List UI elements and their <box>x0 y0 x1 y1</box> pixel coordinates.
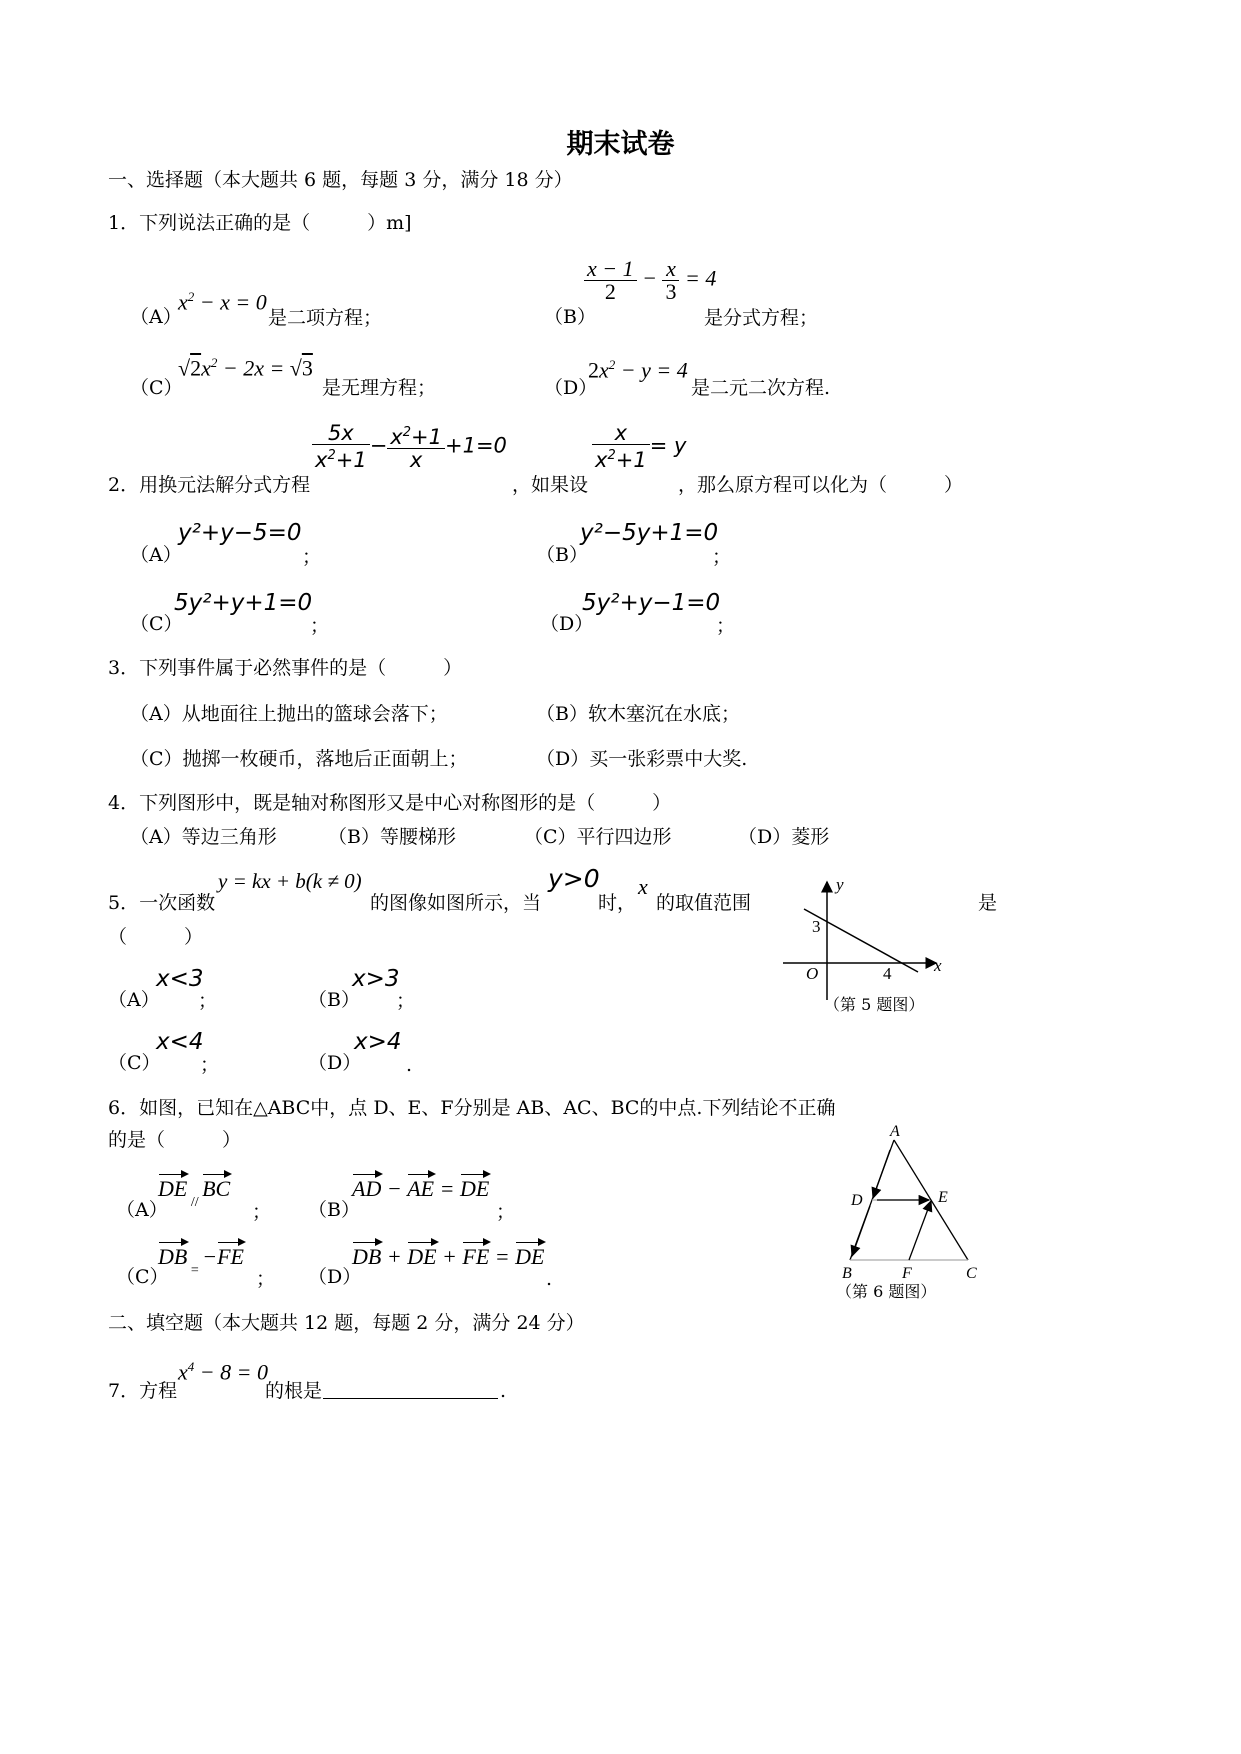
q2-option-b-equation: y²−5y+1=0 <box>580 520 719 546</box>
q6-option-b-equation: AD − AE = DE <box>352 1172 489 1200</box>
q1-option-b-label: （B） <box>544 306 596 328</box>
q5-y-axis-label: y <box>836 875 844 894</box>
q4-option-c: （C）平行四边形 <box>524 826 672 848</box>
q5-condition: y>0 <box>548 864 600 893</box>
q2-option-a-equation: y²+y−5=0 <box>178 520 302 546</box>
q6-option-d-end: . <box>546 1268 553 1290</box>
q1-option-a-label: （A） <box>130 306 182 328</box>
q3-option-d: （D）买一张彩票中大奖. <box>536 748 748 770</box>
q5-option-d-end: . <box>406 1054 413 1076</box>
q2-option-d-label: （D） <box>540 613 594 635</box>
q1-option-c-equation: $√2x^2 - 2x = √3$ <box>178 355 313 381</box>
q6-vertex-c: C <box>966 1265 977 1282</box>
page-title: 期末试卷 <box>566 129 675 160</box>
q5-answer-paren: （ ） <box>108 926 204 948</box>
q6-option-c-equation: DB $_=$ −FE <box>158 1240 244 1282</box>
q7-equation: $x^4 - 8 = 0$ <box>178 1359 268 1385</box>
q3-stem: 3．下列事件属于必然事件的是（ ） <box>108 657 463 679</box>
q3-option-c: （C）抛掷一枚硬币，落地后正面朝上； <box>130 748 468 770</box>
q6-option-d-equation: DB + DE + FE = DE <box>352 1240 544 1268</box>
q6-vector-db <box>852 1206 870 1256</box>
q6-vertex-b: B <box>842 1265 852 1282</box>
q2-option-a-end: ； <box>302 546 322 568</box>
q1-option-c-text: 是无理方程； <box>322 377 437 399</box>
q1-option-d-equation: $2x^2 - y = 4$ <box>588 357 688 383</box>
q5-option-b-label: （B） <box>308 989 360 1011</box>
q1-option-a-text: 是二项方程； <box>268 307 383 329</box>
q2-stem-part2: ，如果设 <box>512 474 589 496</box>
q2-fraction-equation: $\frac{5x}{x^2+1}$ − $\frac{x^2+1}{x}$ +1=0 <box>312 422 507 471</box>
q3-option-b: （B）软木塞沉在水底； <box>536 703 740 725</box>
q1-stem: 1．下列说法正确的是（ ）m] <box>108 212 412 234</box>
q2-option-d-end: ； <box>716 615 736 637</box>
q6-option-b-label: （B） <box>308 1199 360 1221</box>
q6-option-a-label: （A） <box>116 1199 168 1221</box>
q1-option-a-equation: $x^2 - x = 0$ <box>178 289 267 315</box>
q5-figure-caption: （第 5 题图） <box>824 995 925 1014</box>
q4-option-b: （B）等腰梯形 <box>328 826 456 848</box>
q5-stem-part4: 的取值范围 <box>656 892 752 914</box>
q2-option-c-end: ； <box>310 615 330 637</box>
q2-option-b-label: （B） <box>536 544 588 566</box>
q2-stem-part3: ，那么原方程可以化为（ ） <box>678 474 964 496</box>
q5-option-c-label: （C） <box>108 1052 161 1074</box>
q1-option-b-text: 是分式方程； <box>704 307 819 329</box>
q4-option-d: （D）菱形 <box>738 826 830 848</box>
q6-option-c-end: ； <box>256 1268 276 1290</box>
q5-stem-part2: 的图像如图所示，当 <box>370 892 542 914</box>
q6-triangle-figure <box>832 1118 992 1298</box>
q7-answer-blank[interactable] <box>323 1380 498 1404</box>
q1-option-d-label: （D） <box>544 377 598 399</box>
q6-figure-caption: （第 6 题图） <box>836 1282 937 1301</box>
q6-vertex-a: A <box>890 1123 900 1140</box>
q6-point-e: E <box>938 1189 948 1206</box>
section-2-heading: 二、填空题（本大题共 12 题，每题 2 分，满分 24 分） <box>108 1312 585 1334</box>
q6-point-f: F <box>902 1265 912 1282</box>
q4-stem: 4．下列图形中，既是轴对称图形又是中心对称图形的是（ ） <box>108 792 672 814</box>
q6-option-a-end: ； <box>252 1201 272 1223</box>
q5-option-a-end: ； <box>198 990 218 1012</box>
q6-stem-line1: 6．如图，已知在△ABC中，点 D、E、F分别是 AB、AC、BC的中点.下列结论不正确 <box>108 1097 836 1119</box>
q4-option-a: （A）等边三角形 <box>130 826 277 848</box>
q5-option-c-end: ； <box>200 1054 220 1076</box>
q2-option-d-equation: 5y²+y−1=0 <box>582 590 721 616</box>
q1-option-d-text: 是二元二次方程. <box>691 377 831 399</box>
q7-stem-part2: 的根是 <box>265 1380 323 1402</box>
q6-option-b-end: ； <box>496 1201 516 1223</box>
q2-option-c-label: （C） <box>130 613 183 635</box>
q6-point-d: D <box>851 1192 863 1209</box>
q1-option-c-label: （C） <box>130 377 183 399</box>
q2-stem-part1: 2．用换元法解分式方程 <box>108 474 311 496</box>
q5-option-a-label: （A） <box>108 989 160 1011</box>
q6-option-d-label: （D） <box>308 1266 362 1288</box>
q1-option-b-equation: $\frac{x - 1}{2}$ − $\frac{x}{3}$ = 4 <box>584 258 716 303</box>
q3-option-a: （A）从地面往上抛出的篮球会落下； <box>130 703 448 725</box>
q6-segment-fe <box>909 1201 931 1260</box>
q5-option-d-label: （D） <box>308 1052 362 1074</box>
q2-option-a-label: （A） <box>130 544 182 566</box>
q5-option-b-equation: x>3 <box>352 966 400 992</box>
q6-option-c-label: （C） <box>116 1266 169 1288</box>
q5-option-a-equation: x<3 <box>156 966 204 992</box>
q5-variable: x <box>638 874 648 899</box>
q5-y-intercept-label: 3 <box>812 917 821 936</box>
q6-option-a-equation: DE $_{//}$ BC <box>158 1172 230 1214</box>
q5-function: y = kx + b(k ≠ 0) <box>218 869 362 893</box>
q5-option-c-equation: x<4 <box>156 1029 204 1055</box>
q5-option-b-end: ； <box>396 990 416 1012</box>
q5-origin-label: O <box>806 964 819 983</box>
q6-stem-line2: 的是（ ） <box>108 1129 242 1151</box>
q7-stem-part1: 7．方程 <box>108 1380 178 1402</box>
q5-stem-part1: 5．一次函数 <box>108 892 216 914</box>
section-1-heading: 一、选择题（本大题共 6 题，每题 3 分，满分 18 分） <box>108 169 573 191</box>
q7-end: . <box>500 1380 507 1402</box>
q2-option-b-end: ； <box>712 546 732 568</box>
q2-option-c-equation: 5y²+y+1=0 <box>174 590 313 616</box>
q5-x-axis-label: x <box>934 956 942 975</box>
q2-substitution: $\frac{x}{x^2+1}$ = y <box>592 422 686 471</box>
q5-option-d-equation: x>4 <box>354 1029 402 1055</box>
q5-stem-part5: 是 <box>978 892 998 914</box>
q6-vector-ad <box>873 1150 890 1198</box>
q5-x-intercept-label: 4 <box>883 964 892 983</box>
q5-stem-part3: 时， <box>598 892 637 914</box>
